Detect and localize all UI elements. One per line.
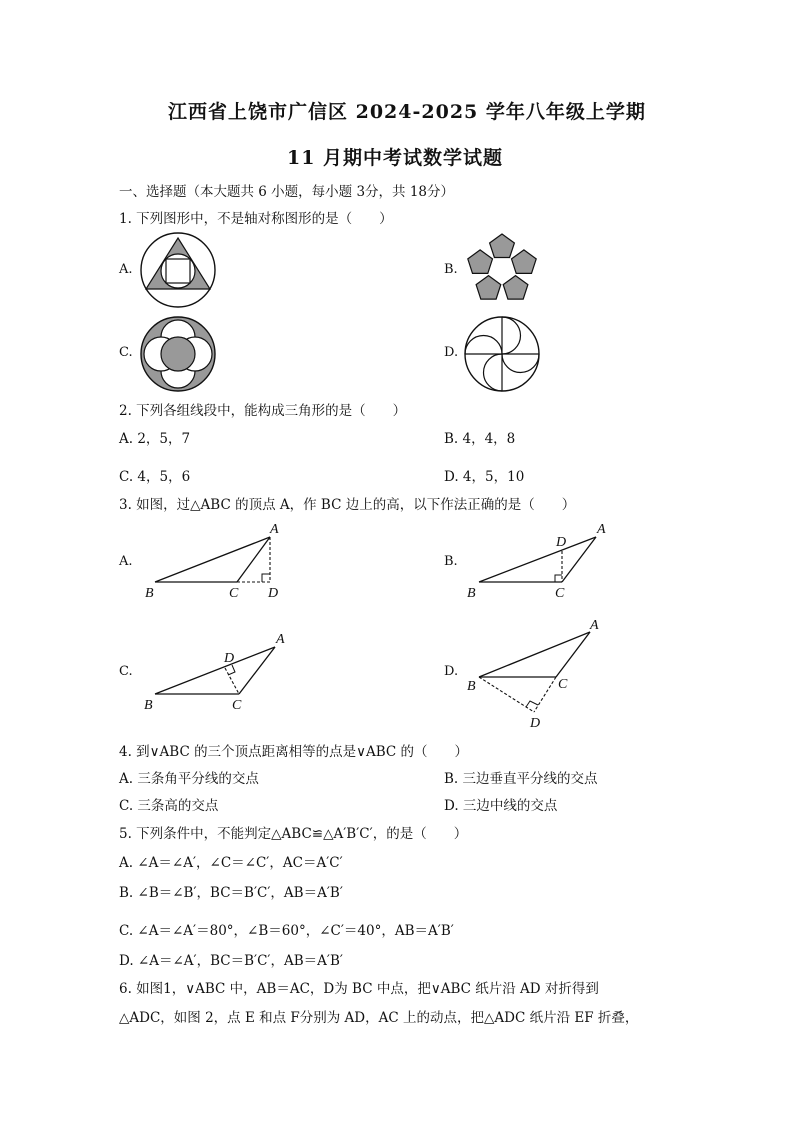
- q3d-point-c: C: [558, 677, 568, 692]
- q2-option-c: C. 4，5，6: [119, 469, 191, 485]
- q3-option-a-label: A.: [119, 554, 133, 569]
- q4-option-c: C. 三条高的交点: [119, 798, 219, 814]
- question-6-line-2: △ADC，如图 2，点 E 和点 F分别为 AD，AC 上的动点，把△ADC 纸片沿 EF 折叠，: [119, 1010, 639, 1026]
- q1-option-c-label: C.: [119, 345, 133, 360]
- q3b-point-b: B: [467, 586, 476, 601]
- q3-option-c-label: C.: [119, 664, 133, 679]
- q3d-point-a: A: [590, 618, 599, 633]
- question-4-stem: 4. 到∨ABC 的三个顶点距离相等的点是∨ABC 的（ ）: [119, 744, 469, 760]
- q3a-point-a: A: [270, 522, 279, 537]
- q2-option-b: B. 4，4，8: [444, 431, 516, 447]
- q5-option-d: D. ∠A＝∠A′，BC＝B′C′，AB＝A′B′: [119, 953, 343, 969]
- q2-option-a: A. 2，5，7: [119, 431, 191, 447]
- q3b-point-d: D: [556, 535, 567, 550]
- q3c-point-b: B: [144, 698, 153, 713]
- q3c-point-a: A: [276, 632, 285, 647]
- page-title-line-2: 11 月期中考试数学试题: [287, 147, 504, 169]
- q3b-point-c: C: [555, 586, 565, 601]
- question-5-stem: 5. 下列条件中，不能判定△ABC≌△A′B′C′，的是（ ）: [119, 826, 468, 842]
- q5-option-c: C. ∠A＝∠A′＝80°，∠B＝60°，∠C′＝40°，AB＝A′B′: [119, 923, 454, 939]
- q3-option-d-label: D.: [444, 664, 459, 679]
- q3c-point-d: D: [224, 651, 235, 666]
- q3c-point-c: C: [232, 698, 242, 713]
- q3-option-b-label: B.: [444, 554, 458, 569]
- question-6-line-1: 6. 如图1，∨ABC 中，AB＝AC，D为 BC 中点，把∨ABC 纸片沿 AD 对折得到: [119, 981, 599, 997]
- q3d-point-d: D: [530, 716, 541, 731]
- q3-figure-a: [145, 522, 279, 601]
- question-2-stem: 2. 下列各组线段中，能构成三角形的是（ ）: [119, 403, 407, 419]
- q5-option-a: A. ∠A＝∠A′，∠C＝∠C′，AC＝A′C′: [119, 855, 343, 871]
- q3a-point-d: D: [268, 586, 279, 601]
- question-1-stem: 1. 下列图形中，不是轴对称图形的是（ ）: [119, 211, 393, 227]
- q4-option-b: B. 三边垂直平分线的交点: [444, 771, 598, 787]
- q4-option-d: D. 三边中线的交点: [444, 798, 558, 814]
- q5-option-b: B. ∠B＝∠B′，BC＝B′C′，AB＝A′B′: [119, 885, 343, 901]
- q3a-point-c: C: [229, 586, 239, 601]
- section-heading: 一、选择题（本大题共 6 小题，每小题 3分，共 18分）: [119, 184, 455, 200]
- q3-figure-c: [144, 632, 285, 713]
- q3d-point-b: B: [467, 679, 476, 694]
- question-3-stem: 3. 如图，过△ABC 的顶点 A，作 BC 边上的高，以下作法正确的是（ ）: [119, 497, 576, 513]
- q4-option-a: A. 三条角平分线的交点: [119, 771, 259, 787]
- q3-figure-d: [467, 618, 599, 731]
- q3b-point-a: A: [597, 522, 606, 537]
- page-title-line-1: 江西省上饶市广信区 2024-2025 学年八年级上学期: [168, 101, 646, 123]
- q1-option-a-label: A.: [119, 262, 133, 277]
- q2-option-d: D. 4，5，10: [444, 469, 525, 485]
- q1-option-d-label: D.: [444, 345, 459, 360]
- q1-option-b-label: B.: [444, 262, 458, 277]
- q3a-point-b: B: [145, 586, 154, 601]
- q3-figure-b: [467, 522, 606, 601]
